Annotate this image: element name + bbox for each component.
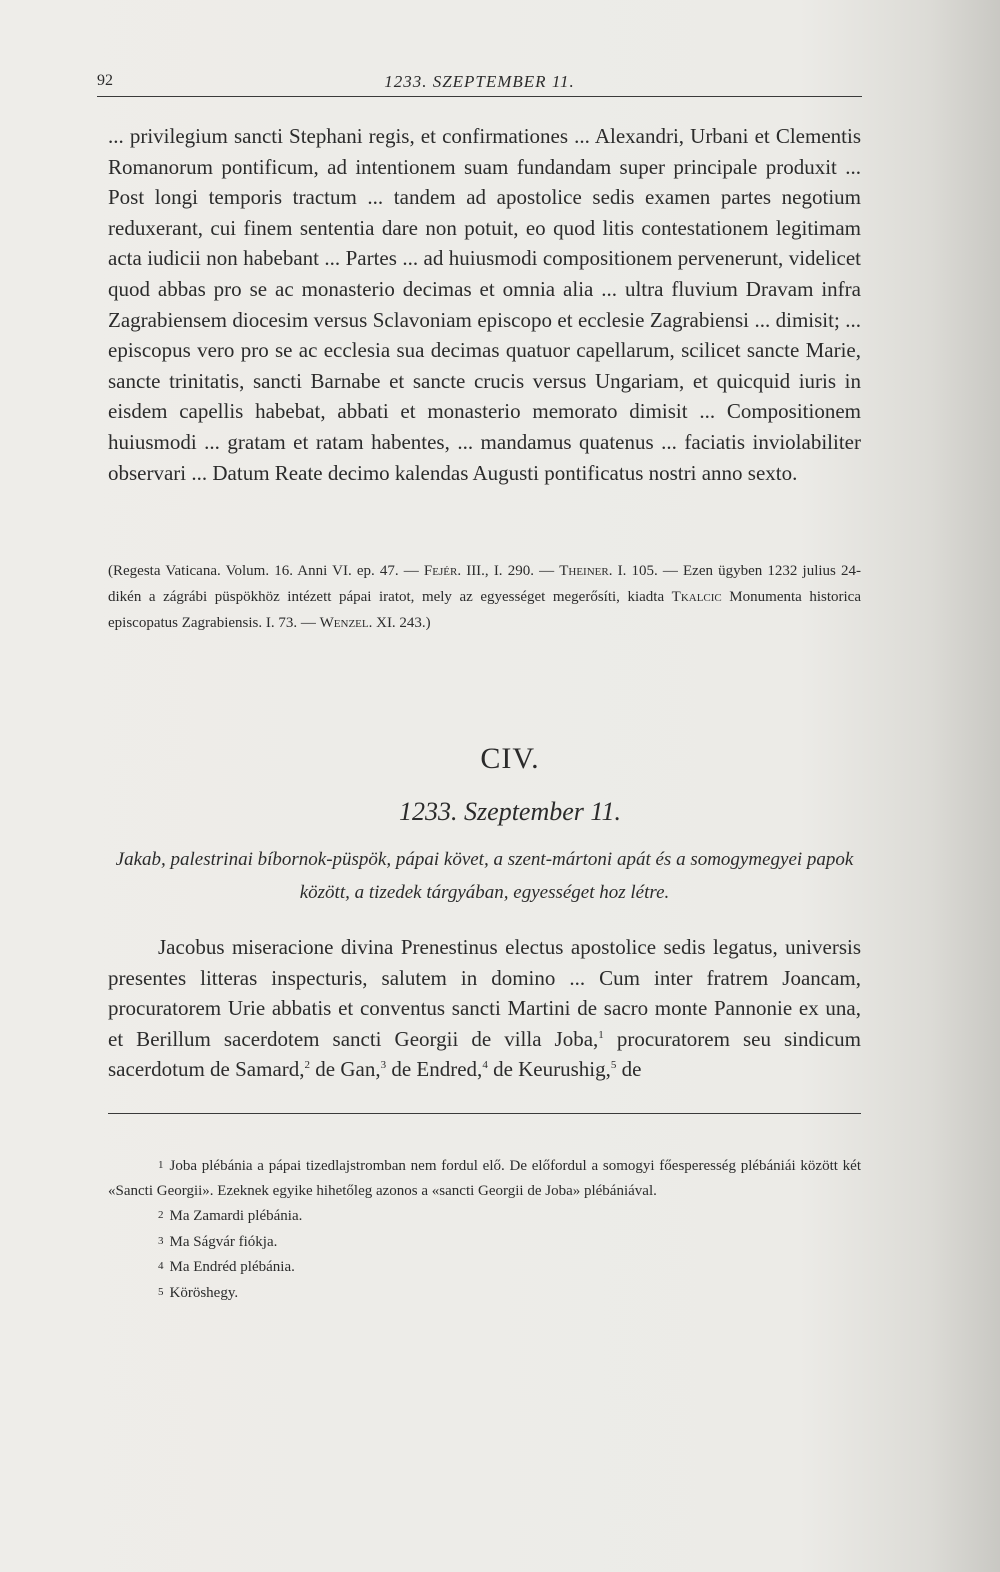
source-note-part: . III., I. 290. — [457,563,560,579]
source-note-part: . I. 105. — Ezen ügyben 1232 julius 24-dikén a zágrábi püspökhöz intézett pápai iratot, mely az egyességet megerősíti, kiadta [108,563,862,605]
page-header [97,72,862,97]
page-number: 92 [97,72,113,89]
footnotes [108,1153,861,1305]
footnote-text: Köröshegy. [169,1284,239,1301]
footnote-mark: 3 [158,1234,164,1247]
source-note-part: (Regesta Vaticana. Volum. 16. Anni VI. ep. 47. — [108,563,424,579]
intro-paragraph: ... privilegium sancti Stephani regis, et confirmationes ... Alexandri, Urbani et Clementis Romanorum pontificum, ad intentionem suam fundandam super principale produxit ... Post longi temporis tractum ... tandem ad apostolice sedis examen partes negotium reduxerant, cui finem sententia dare non potuit, eo quod litis contestationem legitimam acta iudicii non habebant ... Partes ... ad huiusmodi compositionem pervenerunt, videlicet quod abbas pro se ac monasterio decimas et omnia alia ... ultra fluvium Dravam infra Zagrabiensem diocesim versus Sclavoniam episcopo et ecclesie Zagrabiensi ... dimisit; ... episcopus vero pro se ac ecclesia sua decimas quatuor capellarum, scilicet sancte Marie, sancte trinitatis, sancti Barnabe et sancte crucis versus Ungariam, et quicquid iuris in eisdem capellis habebat, abbati et monasterio memorato dimisit ... Compositionem huiusmodi ... gratam et ratam habentes, ... mandamus quatenus ... faciatis inviolabiliter observari ... Datum Reate decimo kalendas Augusti pontificatus nostri anno sexto. [108,124,861,485]
footnote-ref: 5 [610,1059,617,1072]
running-title: 1233. SZEPTEMBER 11. [384,72,575,91]
footnote-ref: 3 [380,1059,387,1072]
footnote-mark: 5 [158,1285,164,1298]
document-text-part: procuratorem seu sindicum sacerdotum de Samard, [108,1026,861,1082]
document-summary: Jakab, palestrinai bíbornok-püspök, pápai követ, a szent-mártoni apát és a somogymegyei papok között, a tizedek tárgyában, egyességet hoz létre. [115,849,854,903]
footnote [108,1153,861,1203]
footnote-text: Joba plébánia a pápai tizedlajstromban nem fordul elő. De előfordul a somogyi főesperesség plébániái között két «Sancti Georgii». Ezeknek egyike hihetőleg azonos a «sancti Georgii de Joba» plébániával. [108,1158,861,1199]
document-date: 1233. Szeptember 11. [399,797,621,826]
source-note-part: . XI. 243.) [368,614,431,631]
document-text-part: de Endred, [386,1057,483,1082]
footnote-text: Ma Endréd plébánia. [169,1259,295,1275]
document-text-part: Jacobus miseracione divina Prenestinus electus apostolice sedis legatus, universis presentes litteras inspecturis, salutem in domino ... Cum inter fratrem Joancam, procuratorem Urie abbatis et conventus sancti Martini de sacro monte Pannonie ex una, et Berillum sacerdotem sancti Georgii de villa Joba, [108,935,861,1051]
source-author-theiner: Theiner [559,563,609,579]
source-note-part: Monumenta historica episcopatus Zagrabiensis. I. 73. — [108,588,861,631]
document-text-part: de [616,1057,642,1082]
document-text-part: de Keurushig, [487,1057,611,1082]
footnote-mark: 2 [158,1209,164,1221]
document-text [108,932,861,1085]
footnote [108,1254,861,1280]
footnote-text: Ma Ságvár fiókja. [169,1233,278,1250]
document-text-part: de Gan, [310,1057,381,1082]
source-note [108,559,861,636]
footnote-divider [108,1113,861,1114]
footnote-text: Ma Zamardi plébánia. [169,1208,303,1224]
footnote-mark: 1 [158,1159,164,1171]
source-author-wenzel: Wenzel [319,614,369,631]
footnote [108,1229,861,1255]
footnote-ref: 1 [598,1028,604,1041]
source-author-fejer: Fejér [423,563,458,579]
footnote-ref: 2 [304,1059,311,1072]
document-number: CIV. [480,742,540,775]
footnote-ref: 4 [482,1059,488,1072]
footnote [108,1280,861,1306]
footnote [108,1203,861,1229]
source-author-tkalcic: Tkalcic [671,588,722,605]
footnote-mark: 4 [158,1260,164,1272]
